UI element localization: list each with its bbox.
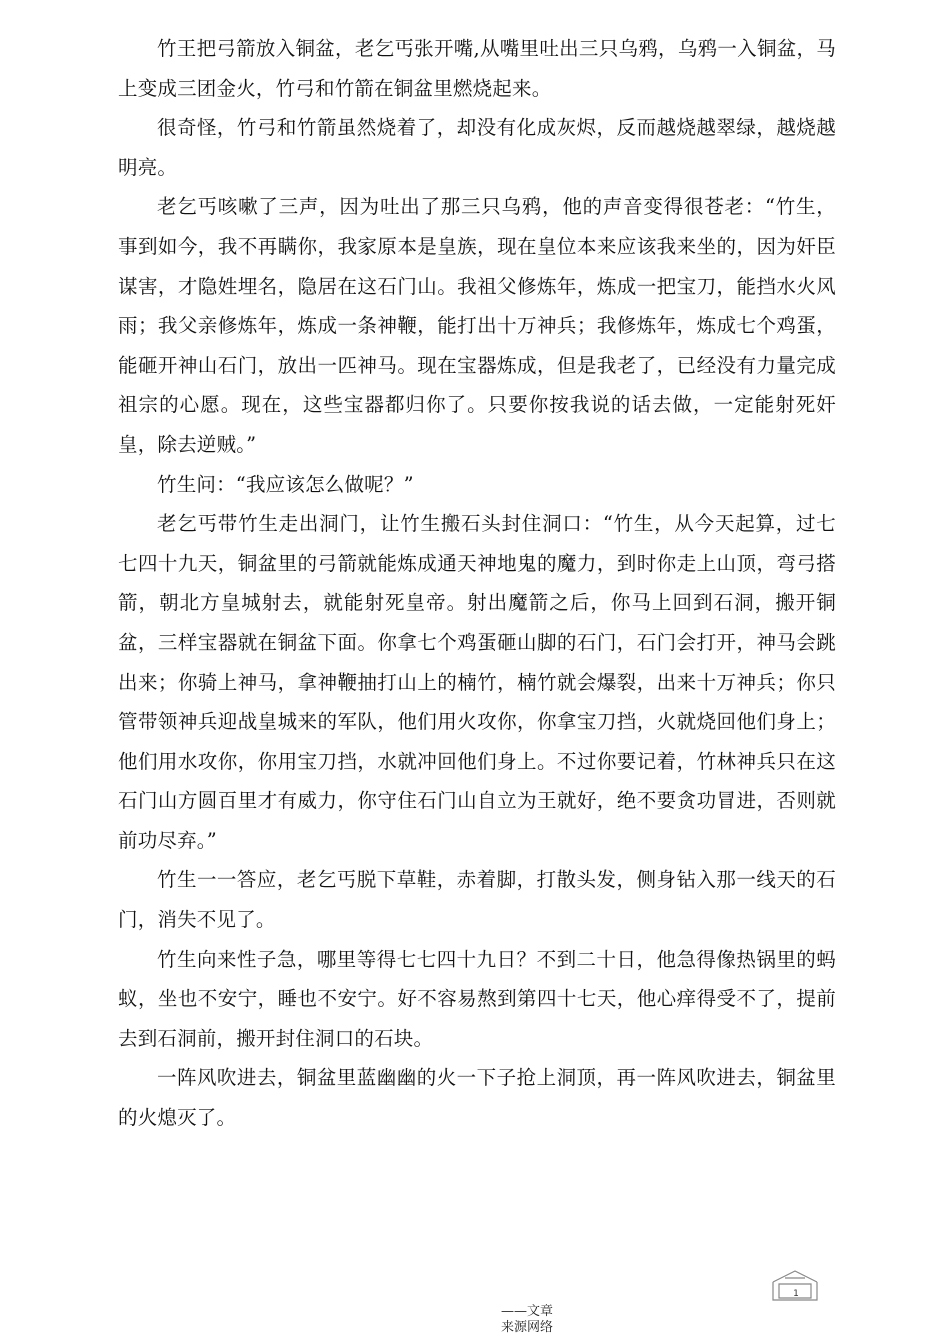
document-body — [118, 29, 836, 1138]
paragraph-5: 老乞丐带竹生走出洞门，让竹生搬石头封住洞口：“竹生，从今天起算，过七七四十九天，铜盆里的弓箭就能炼成通天神地鬼的魔力，到时你走上山顶，弯弓搭箭，朝北方皇城射去，就能射死皇帝。射出魔箭之后，你马上回到石洞，搬开铜盆，三样宝器就在铜盆下面。你拿七个鸡蛋砸山脚的石门，石门会打开，神马会跳出来；你骑上神马，拿神鞭抽打山上的楠竹，楠竹就会爆裂，出来十万神兵；你只管带领神兵迎战皇城来的军队，他们用火攻你，你拿宝刀挡，火就烧回他们身上；他们用水攻你，你用宝刀挡，水就冲回他们身上。不过你要记着，竹林神兵只在这石门山方圆百里才有威力，你守住石门山自立为王就好，绝不要贪功冒进，否则就前功尽弃。” — [118, 512, 836, 852]
paragraph-7: 竹生向来性子急，哪里等得七七四十九日？不到二十日，他急得像热锅里的蚂蚁，坐也不安宁，睡也不安宁。好不容易熬到第四十七天，他心痒得受不了，提前去到石洞前，搬开封住洞口的石块。 — [118, 947, 836, 1050]
page-number: 1 — [793, 1289, 799, 1299]
source-note: ——文章来源网络 — [500, 1304, 553, 1335]
paragraph-6: 竹生一一答应，老乞丐脱下草鞋，赤着脚，打散头发，侧身钻入那一线天的石门，消失不见了。 — [118, 868, 836, 932]
paragraph-2: 很奇怪，竹弓和竹箭虽然烧着了，却没有化成灰烬，反而越烧越翠绿，越烧越明亮。 — [118, 116, 836, 179]
paragraph-4: 竹生问：“我应该怎么做呢？” — [157, 472, 414, 496]
paragraph-3: 老乞丐咳嗽了三声，因为吐出了那三只乌鸦，他的声音变得很苍老：“竹生，事到如今，我不再瞒你，我家原本是皇族，现在皇位本来应该我来坐的，因为奸臣谋害，才隐姓埋名，隐居在这石门山。我祖父修炼年，炼成一把宝刀，能挡水火风雨；我父亲修炼年，炼成一条神鞭，能打出十万神兵；我修炼年，炼成七个鸡蛋，能砸开神山石门，放出一匹神马。现在宝器炼成，但是我老了，已经没有力量完成祖宗的心愿。现在，这些宝器都归你了。只要你按我说的话去做，一定能射死奸皇，除去逆贼。” — [118, 195, 836, 456]
paragraph-8: 一阵风吹进去，铜盆里蓝幽幽的火一下子抢上洞顶，再一阵风吹进去，铜盆里的火熄灭了。 — [118, 1066, 836, 1130]
paragraph-1: 竹王把弓箭放入铜盆，老乞丐张开嘴,从嘴里吐出三只乌鸦，乌鸦一入铜盆，马上变成三团金火，竹弓和竹箭在铜盆里燃烧起来。 — [118, 37, 836, 100]
